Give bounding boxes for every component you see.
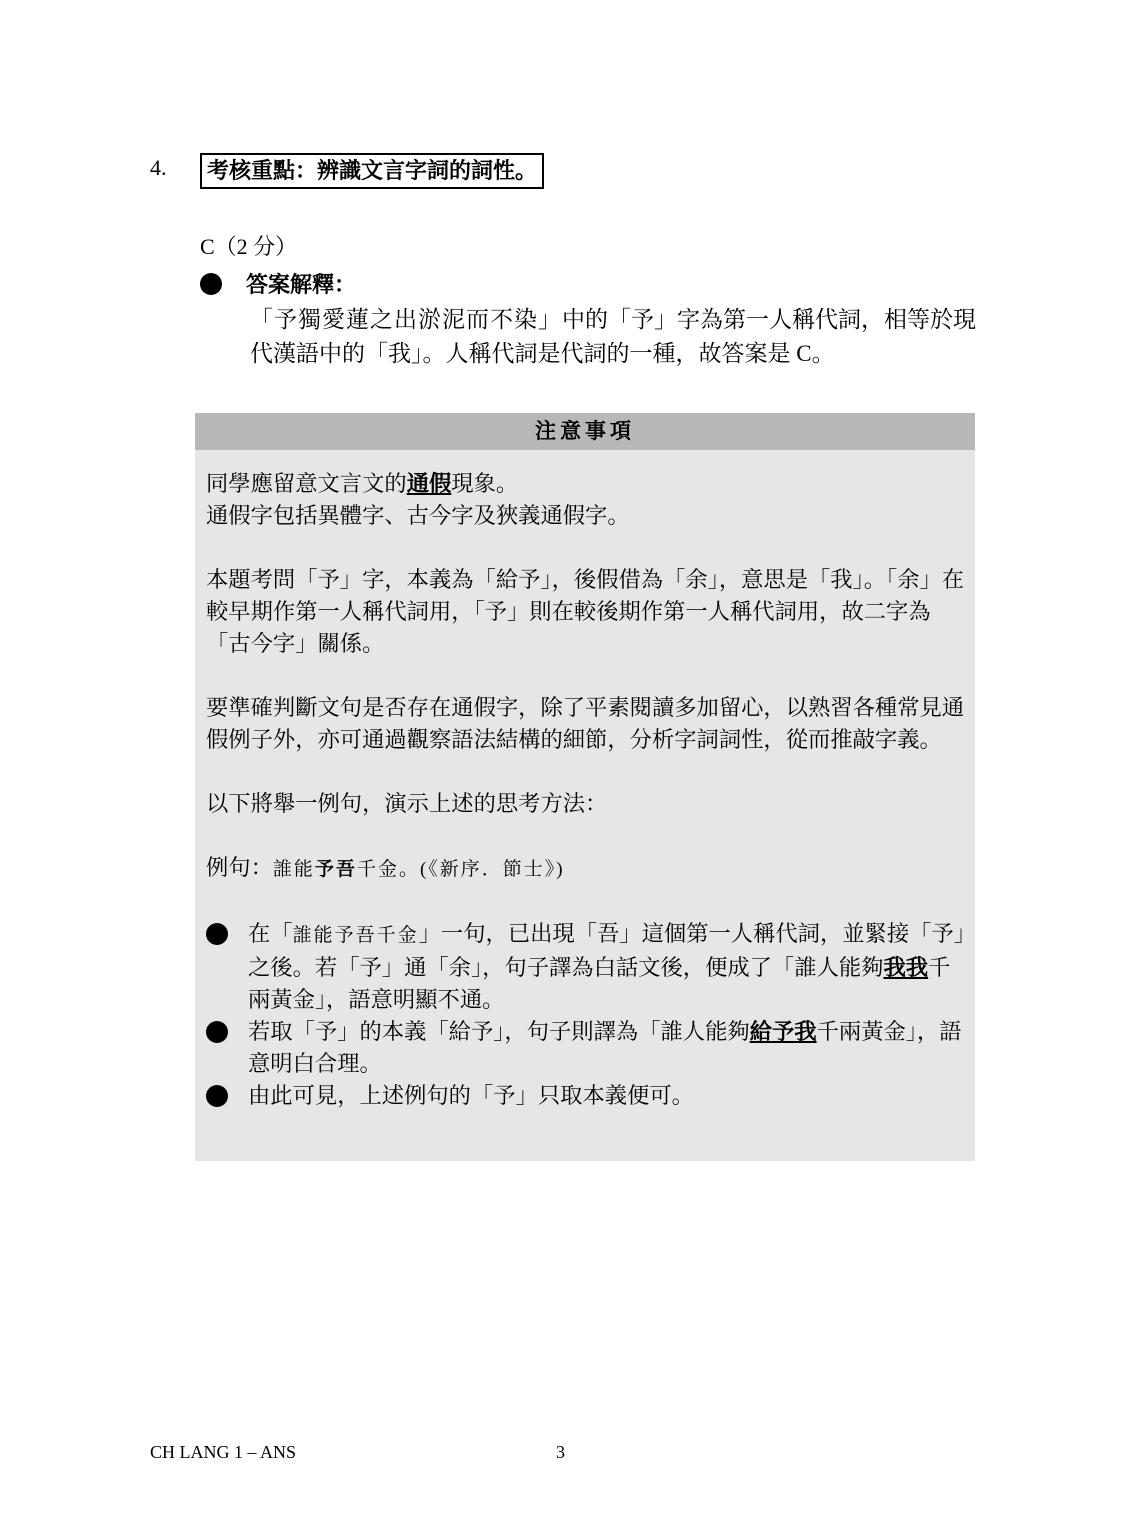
- notes-body: [195, 450, 975, 1112]
- assessment-focus-box: 考核重點：辨識文言字詞的詞性。: [200, 153, 544, 189]
- bullet-icon: [200, 273, 222, 295]
- bullet-icon: [206, 923, 228, 945]
- emphasis-term: 我我: [883, 955, 929, 980]
- answer-score: C（2 分）: [200, 234, 298, 259]
- explanation-quote: 「予獨愛蓮之出淤泥而不染」: [250, 307, 562, 332]
- notes-box: [195, 413, 975, 1161]
- text: 現象。: [451, 471, 519, 496]
- emphasis-term: 給予我: [749, 1019, 817, 1044]
- text: 同學應留意文言文的: [206, 471, 407, 496]
- list-item: [206, 1080, 965, 1112]
- notes-paragraph: 以下將舉一例句，演示上述的思考方法：: [206, 791, 608, 816]
- list-item: [206, 1016, 965, 1080]
- example-quote: 誰能予吾千金: [292, 925, 419, 946]
- explanation-heading: [200, 268, 356, 299]
- explanation-body: 中的「予」字為第一人稱代詞，相等於現代漢語中的「我」。人稱代詞是代詞的一種，故答案是 C。: [250, 307, 976, 366]
- explanation-label: 答案解釋：: [246, 272, 357, 297]
- example-sentence: [206, 852, 965, 886]
- text: 」一句，已出現「吾」這個第一人稱代詞，並緊接「予」之後。若「予」通「余」，句子譯為白話文後，便成了「誰人能夠: [248, 921, 965, 980]
- notes-paragraph: [206, 468, 965, 500]
- notes-header: 注意事項: [195, 413, 975, 450]
- text: 由此可見，上述例句的「予」只取本義便可。: [248, 1083, 694, 1108]
- example-label: 例句：: [206, 855, 273, 880]
- bullet-icon: [206, 1085, 228, 1107]
- text: 若取「予」的本義「給予」，句子則譯為「誰人能夠: [248, 1019, 750, 1044]
- example-text: 誰能: [272, 859, 315, 880]
- text: 千兩黃金」，語意明白合理。: [248, 1019, 962, 1076]
- example-source: 千金。(《新序．節士》): [356, 859, 565, 880]
- text: 千兩黃金」，語意明顯不通。: [248, 955, 951, 1012]
- explanation-text: [250, 303, 980, 371]
- footer-label: CH LANG 1 – ANS: [150, 1442, 297, 1462]
- list-item: [206, 918, 965, 1016]
- notes-paragraph: 本題考問「予」字，本義為「給予」，後假借為「余」，意思是「我」。「余」在較早期作第一人稱代詞用，「予」則在較後期作第一人稱代詞用，故二字為「古今字」關係。: [206, 567, 965, 656]
- page-number: 3: [556, 1442, 565, 1462]
- notes-paragraph: 通假字包括異體字、古今字及狹義通假字。: [206, 503, 630, 528]
- text: 在「: [248, 921, 293, 946]
- notes-paragraph: 要準確判斷文句是否存在通假字，除了平素閱讀多加留心，以熟習各種常見通假例子外，亦可通過觀察語法結構的細節，分析字詞詞性，從而推敲字義。: [206, 695, 965, 752]
- question-number: 4.: [150, 155, 167, 180]
- emphasis-term: 通假: [406, 471, 452, 496]
- bullet-icon: [206, 1021, 228, 1043]
- example-emphasis: 予吾: [314, 859, 357, 880]
